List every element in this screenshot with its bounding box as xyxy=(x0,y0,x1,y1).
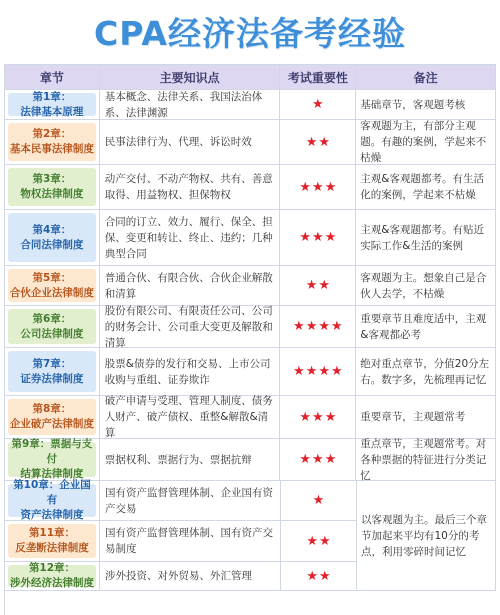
star-rating xyxy=(299,453,336,466)
star-icon: ★ xyxy=(312,179,324,195)
table-row xyxy=(5,120,496,165)
star-icon: ★ xyxy=(324,452,337,467)
chapter-label xyxy=(8,90,96,118)
chapter-label xyxy=(8,168,96,206)
merged-rows-left xyxy=(5,481,357,590)
star-icon: ★ xyxy=(305,134,318,150)
chapter-cell xyxy=(5,439,100,480)
star-rating xyxy=(312,98,324,111)
knowledge-cell: 民事法律行为、代理、诉讼时效 xyxy=(100,120,281,164)
importance-cell xyxy=(281,481,357,520)
chapter-number: 第7章： xyxy=(32,357,72,370)
chapter-number: 第11章： xyxy=(28,527,76,539)
star-rating xyxy=(293,320,343,333)
table-row xyxy=(5,306,496,348)
star-icon: ★ xyxy=(312,452,324,467)
importance-cell xyxy=(280,396,356,438)
star-icon: ★ xyxy=(312,409,324,425)
chapter-label xyxy=(8,562,96,589)
chapter-number: 第12章： xyxy=(28,562,76,574)
table-row xyxy=(5,90,496,120)
star-icon: ★ xyxy=(312,230,324,245)
knowledge-table xyxy=(4,64,496,615)
star-icon: ★ xyxy=(312,493,325,508)
importance-cell xyxy=(280,439,356,480)
importance-cell xyxy=(280,306,356,347)
note-cell: 基础章节，客观题考核 xyxy=(356,90,496,119)
chapter-title: 企业破产法律制度 xyxy=(9,418,94,430)
table-row xyxy=(5,439,496,481)
chapter-title: 公司法律制度 xyxy=(20,327,84,340)
star-icon: ★ xyxy=(305,319,318,334)
chapter-cell xyxy=(5,165,100,209)
merged-note-cell: 以客观题为主。最后三个章节加起来平均有10分的考点，利用零碎时间记忆 xyxy=(357,481,496,590)
chapter-label xyxy=(8,524,96,558)
knowledge-cell: 股份有限公司、有限责任公司、公司的财务会计、公司重大变更及解散和清算 xyxy=(100,306,281,347)
table-row xyxy=(5,266,496,306)
star-icon: ★ xyxy=(318,319,331,334)
star-icon: ★ xyxy=(331,364,343,379)
chapter-label xyxy=(8,123,96,161)
chapter-title: 证券法律制度 xyxy=(20,372,84,385)
importance-cell xyxy=(280,120,356,164)
chapter-title: 合伙企业法律制度 xyxy=(9,286,94,299)
chapter-cell xyxy=(5,521,100,561)
table-row xyxy=(5,396,496,439)
knowledge-cell: 动产交付、不动产物权、共有、善意取得、用益物权、担保物权 xyxy=(100,165,281,209)
table-row xyxy=(5,348,496,396)
knowledge-cell: 普通合伙、有限合伙、合伙企业解散和清算 xyxy=(100,266,281,305)
star-icon: ★ xyxy=(299,452,312,467)
knowledge-cell: 基本概念、法律关系、我国法治体系、法律渊源 xyxy=(100,90,281,119)
chapter-number: 第3章： xyxy=(32,173,72,185)
star-icon: ★ xyxy=(305,278,318,293)
star-rating xyxy=(306,570,330,583)
star-icon: ★ xyxy=(306,568,318,584)
importance-cell xyxy=(281,521,357,561)
chapter-title: 基本民事法律制度 xyxy=(9,143,94,155)
star-rating xyxy=(299,231,336,244)
chapter-number: 第4章： xyxy=(32,223,72,236)
note-cell: 客观题为主。想象自己是合伙人去学，不枯燥 xyxy=(356,266,496,305)
star-icon: ★ xyxy=(299,179,312,195)
importance-cell xyxy=(280,90,356,119)
table-body xyxy=(5,90,496,591)
chapter-label xyxy=(8,399,96,435)
chapter-label xyxy=(8,438,96,480)
header-notes: 备注 xyxy=(356,65,496,89)
importance-cell xyxy=(280,165,356,209)
knowledge-cell: 国有资产监督管理体制、国有资产交易制度 xyxy=(100,521,281,561)
chapter-title: 反垄断法律制度 xyxy=(15,542,89,554)
knowledge-cell: 股票&债券的发行和交易、上市公司收购与重组、证券欺诈 xyxy=(100,348,281,395)
note-cell: 主观&客观题都考。有生活化的案例，学起来不枯燥 xyxy=(356,165,496,209)
table-header-row xyxy=(5,65,496,90)
importance-cell xyxy=(280,266,356,305)
chapter-cell xyxy=(5,210,100,265)
star-icon: ★ xyxy=(324,230,337,245)
note-cell: 重点章节，主观题常考。对各种票据的特征进行分类记忆 xyxy=(356,439,496,480)
star-icon: ★ xyxy=(324,409,337,425)
page-title: CPA经济法备考经验 xyxy=(94,13,406,53)
star-rating xyxy=(293,365,343,378)
note-cell: 绝对重点章节，分值20分左右。数字多，先梳理再记忆 xyxy=(356,348,496,395)
chapter-title: 物权法律制度 xyxy=(20,188,84,200)
star-icon: ★ xyxy=(306,533,318,549)
star-rating xyxy=(306,279,330,292)
star-rating xyxy=(306,535,330,548)
table-row xyxy=(5,562,357,590)
star-icon: ★ xyxy=(331,319,343,334)
star-icon: ★ xyxy=(299,230,312,245)
chapter-title: 资产法律制度 xyxy=(20,509,84,521)
star-icon: ★ xyxy=(299,409,312,425)
chapter-cell xyxy=(5,306,100,347)
star-icon: ★ xyxy=(318,134,331,150)
star-icon: ★ xyxy=(319,568,331,584)
note-cell: 重要章节且难度适中，主观&客观都必考 xyxy=(356,306,496,347)
table-row xyxy=(5,481,357,521)
chapter-cell xyxy=(5,481,100,520)
chapter-number: 第9章：票据与支付 xyxy=(11,438,93,465)
chapter-label xyxy=(8,351,96,392)
note-cell: 客观题为主，有部分主观题。有趣的案例，学起来不枯燥 xyxy=(356,120,496,164)
knowledge-cell: 涉外投资、对外贸易、外汇管理 xyxy=(100,562,281,590)
chapter-cell xyxy=(5,120,100,164)
knowledge-cell: 国有资产监督管理体制、企业国有资产交易 xyxy=(100,481,281,520)
star-icon: ★ xyxy=(324,179,337,195)
chapter-title: 涉外经济法律制度 xyxy=(10,577,94,589)
chapter-label xyxy=(8,309,96,344)
star-icon: ★ xyxy=(318,278,331,293)
chapter-number: 第10章：企业国有 xyxy=(13,479,91,506)
note-cell: 主观&客观题都考。有贴近实际工作&生活的案例 xyxy=(356,210,496,265)
importance-cell xyxy=(280,348,356,395)
chapter-label xyxy=(8,269,96,302)
chapter-title: 合同法律制度 xyxy=(20,238,84,251)
chapter-number: 第5章： xyxy=(32,271,72,284)
importance-cell xyxy=(280,210,356,265)
note-cell: 重要章节，主观题常考 xyxy=(356,396,496,438)
chapter-cell xyxy=(5,562,100,590)
chapter-number: 第6章： xyxy=(32,312,72,325)
chapter-cell xyxy=(5,396,100,438)
knowledge-cell: 票据权利、票据行为、票据抗辩 xyxy=(100,439,281,480)
star-icon: ★ xyxy=(312,97,324,112)
star-icon: ★ xyxy=(293,364,305,379)
chapter-cell xyxy=(5,266,100,305)
star-rating xyxy=(299,411,336,424)
chapter-cell xyxy=(5,348,100,395)
chapter-number: 第1章： xyxy=(32,90,72,103)
importance-cell xyxy=(281,562,357,590)
table-row xyxy=(5,210,496,266)
knowledge-cell: 合同的订立、效力、履行、保全、担保、变更和转让、终止、违约；几种典型合同 xyxy=(100,210,281,265)
star-rating xyxy=(313,494,325,507)
header-importance: 考试重要性 xyxy=(280,65,356,89)
header-knowledge: 主要知识点 xyxy=(100,65,281,89)
star-icon: ★ xyxy=(293,319,305,334)
table-row xyxy=(5,521,357,562)
chapter-label xyxy=(8,479,96,521)
star-icon: ★ xyxy=(319,533,331,549)
chapter-number: 第8章： xyxy=(32,403,72,415)
merged-rows xyxy=(5,481,496,591)
header-chapter: 章节 xyxy=(5,65,100,89)
star-rating xyxy=(299,181,336,194)
chapter-label xyxy=(8,213,96,262)
chapter-cell xyxy=(5,90,100,119)
knowledge-cell: 破产申请与受理、管理人制度、债务人财产、破产债权、重整&解散&清算 xyxy=(100,396,281,438)
star-icon: ★ xyxy=(318,364,331,379)
chapter-number: 第2章： xyxy=(32,128,72,140)
chapter-title: 结算法律制度 xyxy=(20,468,84,480)
table-row xyxy=(5,165,496,210)
star-rating xyxy=(306,136,330,149)
chapter-title: 法律基本原理 xyxy=(20,105,84,118)
star-icon: ★ xyxy=(305,364,318,379)
